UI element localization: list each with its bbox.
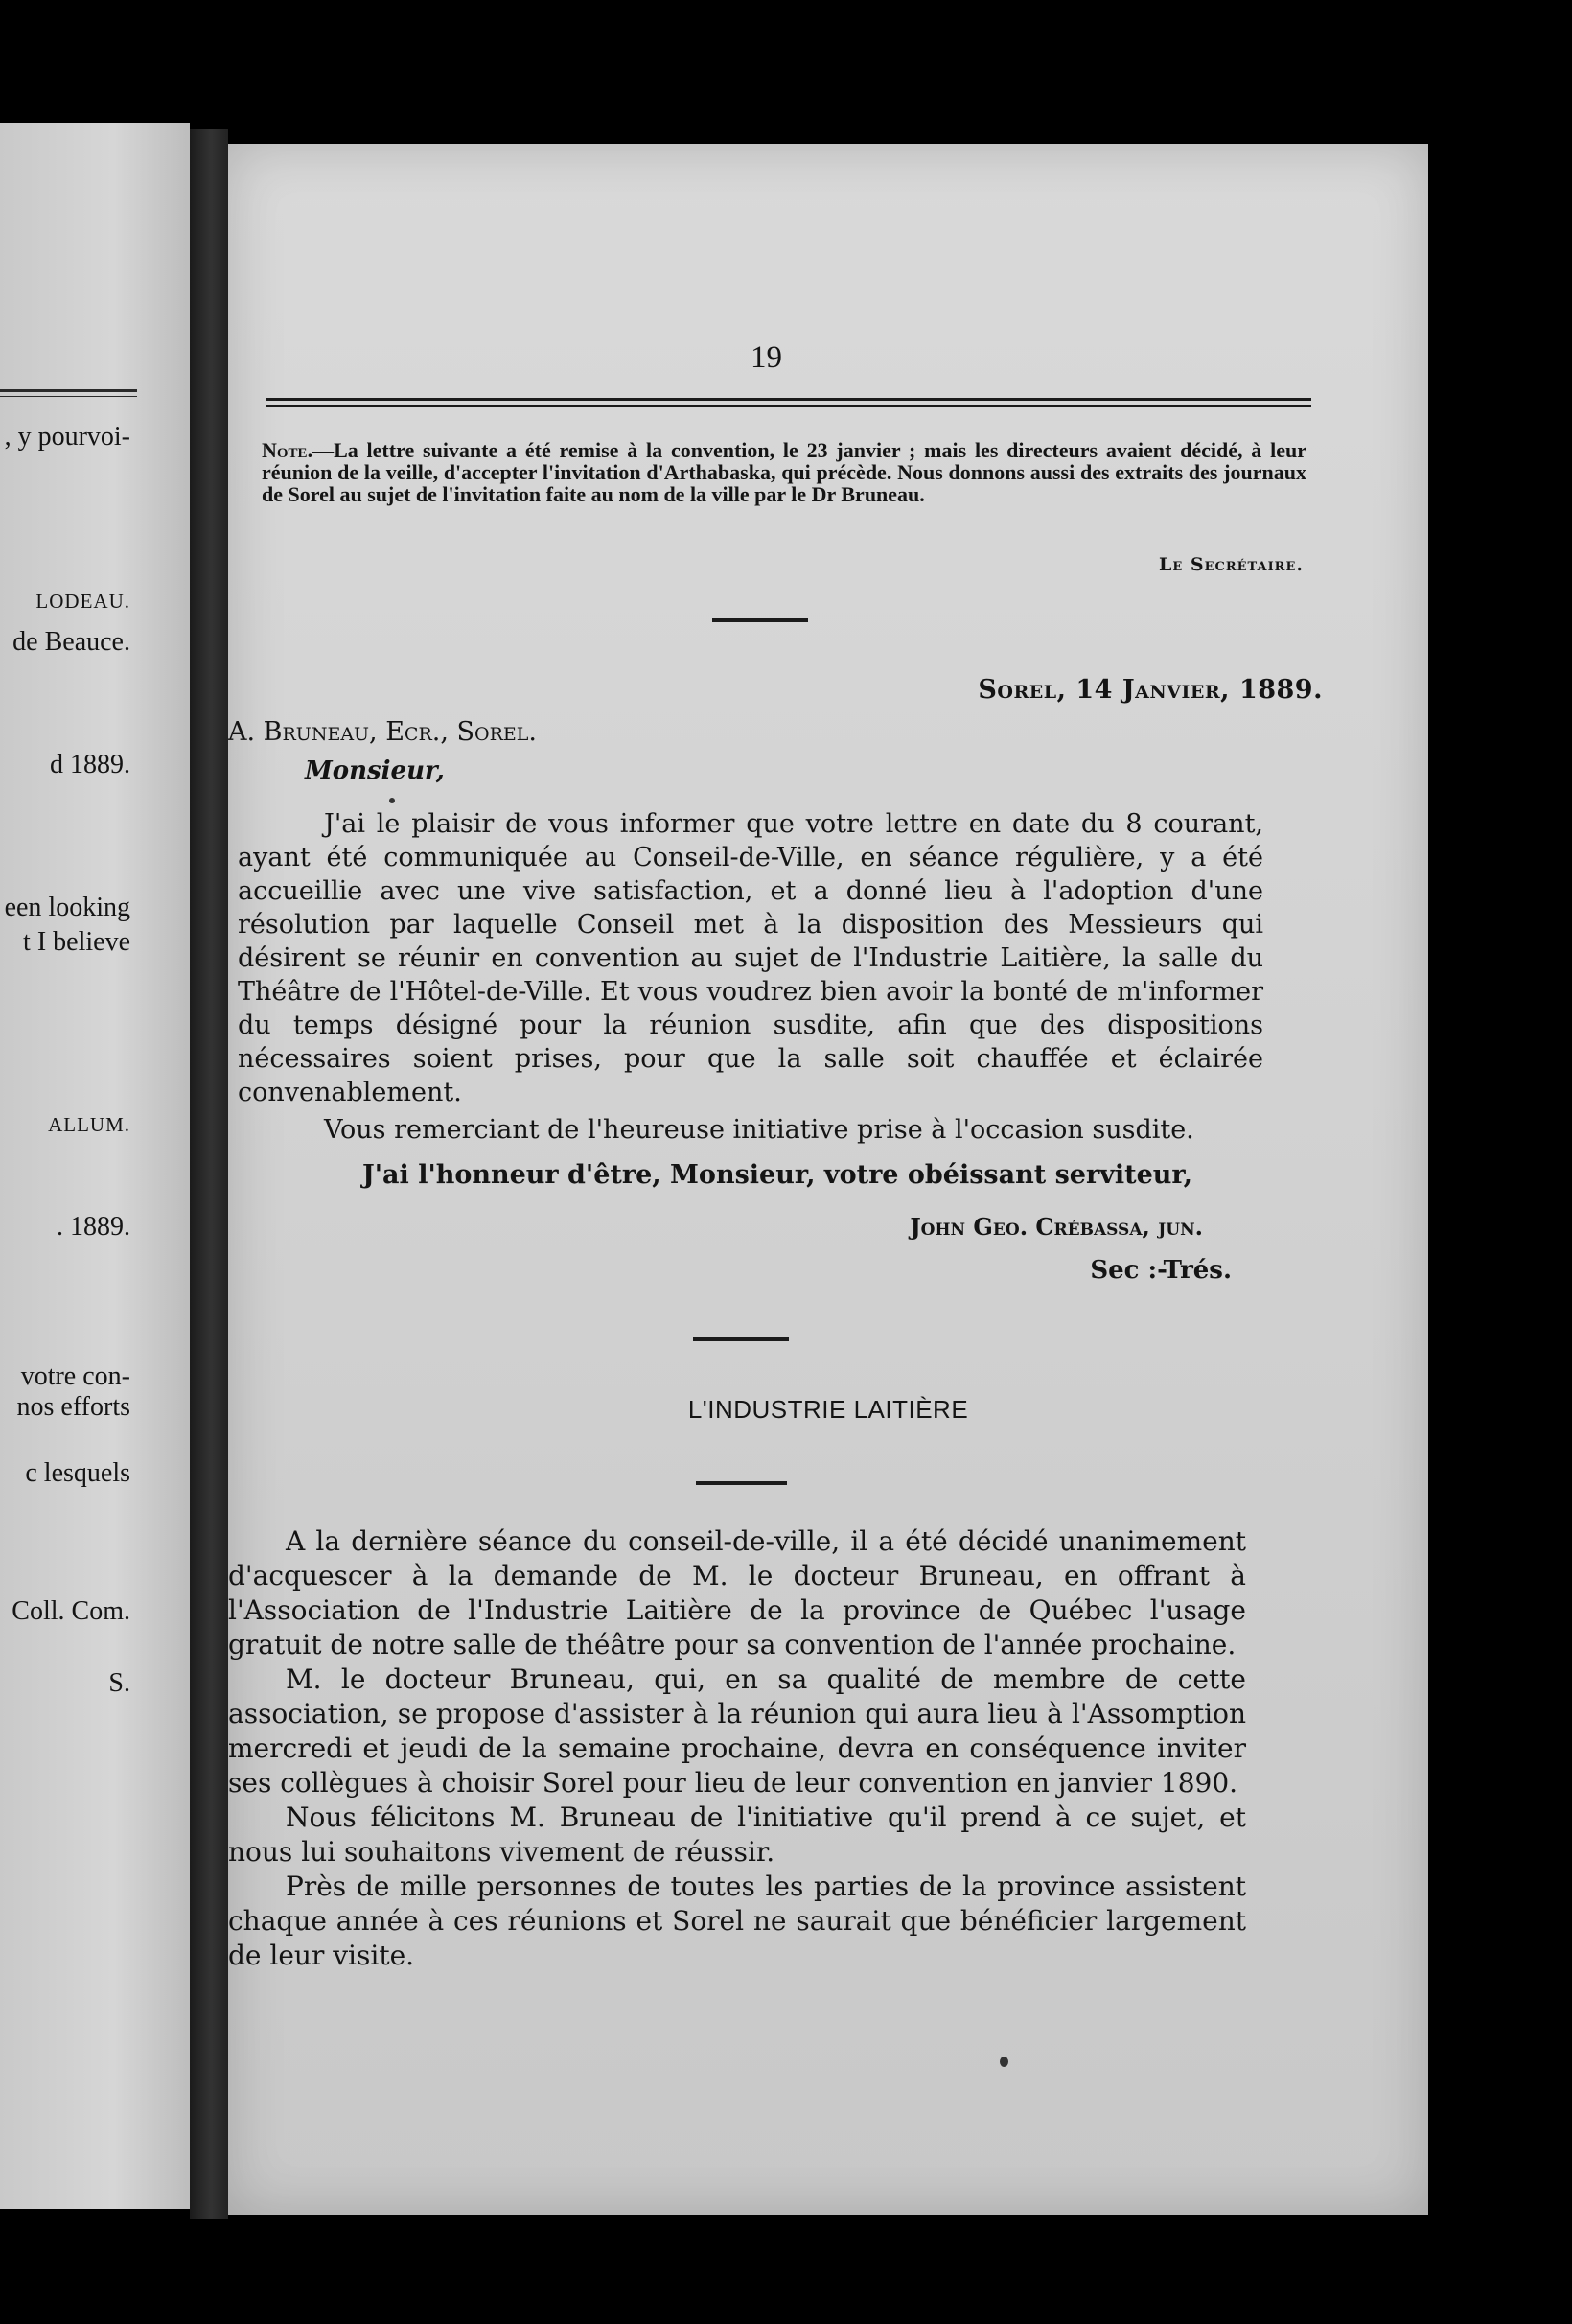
article-paragraph: Nous félicitons M. Bruneau de l'initiative qu'il prend à ce sujet, et nous lui souhaitons vivement de réussir. [228,1801,1246,1868]
adjacent-page-fragment: LODEAU. [35,590,130,613]
adjacent-page-fragment: d 1889. [50,750,130,779]
letter-signature-title: Sec :-Trés. [1090,1256,1232,1285]
note-label: Note. [262,438,313,462]
adjacent-page-fragment: . 1889. [57,1212,130,1242]
article-paragraph: Près de mille personnes de toutes les parties de la province assistent chaque année à ces réunions et Sorel ne saurait que bénéficier largement de leur visite. [228,1871,1246,1971]
ink-speck [1000,2057,1008,2067]
adjacent-page-rule-thin [0,396,137,397]
adjacent-page-fragment: Coll. Com. [12,1596,130,1626]
editor-note [262,439,1306,505]
letter-place-date: Sorel, 14 Janvier, 1889. [978,675,1323,705]
letter-body [238,807,1263,1150]
header-rule [266,398,1311,401]
article-body [228,1524,1246,1973]
adjacent-page-fragment: een looking [4,893,130,922]
adjacent-page-fragment: votre con- [20,1361,130,1391]
letter-paragraph: Vous remerciant de l'heureuse initiative prise à l'occasion susdite. [324,1115,1194,1145]
adjacent-page-fragment: de Beauce. [12,627,130,657]
header-rule-thin [266,405,1311,407]
note-signer: Le Secrétaire. [1158,554,1304,575]
section-divider [712,618,808,622]
ink-speck [389,798,395,803]
adjacent-page-fragment: S. [108,1668,130,1698]
section-divider [696,1481,787,1485]
article-paragraph: A la dernière séance du conseil-de-ville, il a été décidé unanimement d'acquescer à la demande de M. le docteur Bruneau, en offrant à l'Association de l'Industrie Laitière de la province de Québec l'usage gratuit de notre salle de théâtre pour sa convention de l'année prochaine. [228,1525,1246,1661]
letter-salutation: Monsieur, [305,756,445,785]
note-text: —La lettre suivante a été remise à la convention, le 23 janvier ; mais les directeurs avaient décidé, à leur réunion de la veille, d'accepter l'invitation d'Arthabaska, qui précède. Nous donnons aussi des extraits des journaux de Sorel au sujet de l'invitation faite au nom de la ville par le Dr Bruneau. [262,438,1306,506]
letter-signature: John Geo. Crébassa, jun. [910,1213,1203,1241]
adjacent-page-rule [0,389,137,392]
adjacent-page-fragment: c lesquels [25,1458,130,1488]
adjacent-page-fragment: , y pourvoi- [4,422,130,452]
adjacent-page-fragment: nos efforts [16,1392,130,1422]
letter-closing: J'ai l'honneur d'être, Monsieur, votre obéissant serviteur, [362,1160,1193,1190]
letter-paragraph: J'ai le plaisir de vous informer que votre lettre en date du 8 courant, ayant été communiquée au Conseil-de-Ville, en séance régulière, y a été accueillie avec une vive satisfaction, et a donné lieu à l'adoption d'une résolution par laquelle Conseil met à la disposition des Messieurs qui désirent se réunir en convention au sujet de l'Industrie Laitière, la salle du Théâtre de l'Hôtel-de-Ville. Et vous voudrez bien avoir la bonté de m'informer du temps désigné pour la réunion susdite, afin que des dispositions nécessaires soient prises, pour que la salle soit chauffée et éclairée convenablement. [238,809,1263,1107]
adjacent-page-fragment: t I believe [23,927,130,957]
document-page [228,144,1428,2215]
book-spine [190,129,228,2219]
page-number: 19 [751,340,782,375]
letter-addressee: A. Bruneau, Ecr., Sorel. [228,717,537,747]
adjacent-page-fragment: ALLUM. [48,1113,130,1136]
section-divider [693,1337,789,1341]
article-title: L'INDUSTRIE LAITIÈRE [687,1395,969,1424]
adjacent-page-strip [0,123,190,2209]
article-paragraph: M. le docteur Bruneau, qui, en sa qualité de membre de cette association, se propose d'assister à la réunion qui aura lieu à l'Assomption mercredi et jeudi de la semaine prochaine, devra en conséquence inviter ses collègues à choisir Sorel pour lieu de leur convention en janvier 1890. [228,1663,1246,1799]
